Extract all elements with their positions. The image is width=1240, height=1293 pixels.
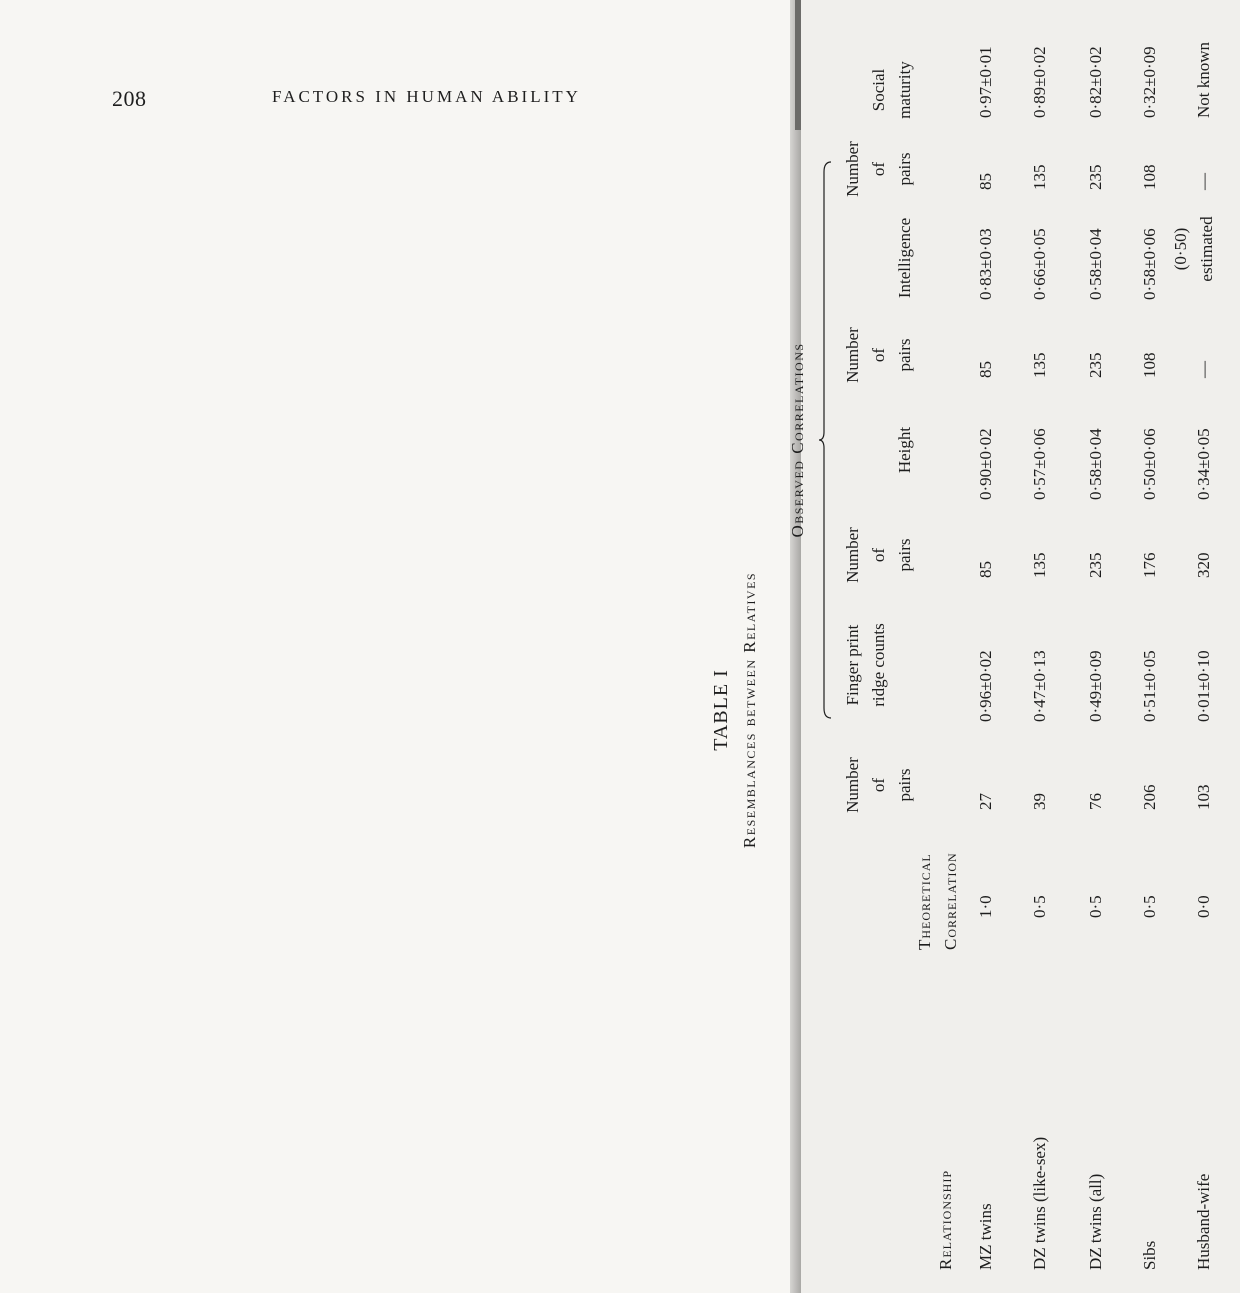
height-r-cell: 0·57±0·06 <box>1030 428 1049 500</box>
intelligence-r-cell: 0·66±0·05 <box>1030 228 1049 300</box>
intelligence-pairs-cell: 135 <box>1030 352 1049 378</box>
height-header: Height <box>895 426 914 474</box>
fingerprint-r-cell: 0·47±0·13 <box>1030 650 1049 722</box>
social-pairs-cell: 135 <box>1030 164 1049 190</box>
social-r-cell: 0·32±0·09 <box>1140 46 1159 118</box>
fingerprint-pairs-cell: 76 <box>1086 793 1105 810</box>
height-pairs-cell: 176 <box>1140 552 1159 578</box>
fingerprint-header: Finger print ridge counts <box>843 623 888 707</box>
social-header: Social maturity <box>869 61 914 119</box>
theoretical-cell: 0·5 <box>1140 895 1159 918</box>
fingerprint-r-cell: 0·96±0·02 <box>976 650 995 722</box>
fingerprint-r-cell: 0·49±0·09 <box>1086 650 1105 722</box>
relationship-cell: DZ twins (like-sex) <box>1030 1136 1049 1270</box>
height-r-cell: 0·58±0·04 <box>1086 428 1105 500</box>
table-label: TABLE I <box>710 669 732 751</box>
intelligence-r-cell: 0·58±0·04 <box>1086 228 1105 300</box>
height-r-cell: 0·34±0·05 <box>1194 428 1213 500</box>
height-pairs-header: Number of pairs <box>843 527 914 583</box>
intelligence-pairs-cell: 235 <box>1086 352 1105 378</box>
table-caption: Resemblances between Relatives <box>740 571 759 849</box>
relationship-cell: MZ twins <box>976 1203 995 1270</box>
fingerprint-pairs-cell: 103 <box>1194 784 1213 810</box>
relationship-cell: Husband-wife <box>1194 1173 1213 1270</box>
intelligence-pairs-cell: 108 <box>1140 352 1159 378</box>
running-head: FACTORS IN HUMAN ABILITY <box>272 87 581 106</box>
theoretical-cell: 0·5 <box>1030 895 1049 918</box>
fingerprint-r-cell: 0·01±0·10 <box>1194 650 1213 722</box>
social-pairs-cell: 108 <box>1140 164 1159 190</box>
theoretical-header: Theoretical Correlation <box>915 852 960 950</box>
theoretical-cell: 0·0 <box>1194 895 1213 918</box>
height-r-cell: 0·50±0·06 <box>1140 428 1159 500</box>
relationship-cell: DZ twins (all) <box>1086 1173 1105 1270</box>
relationship-cell: Sibs <box>1140 1240 1159 1270</box>
fingerprint-pairs-cell: 206 <box>1140 784 1159 810</box>
intelligence-header: Intelligence <box>895 217 914 299</box>
intelligence-pairs-cell: — <box>1194 361 1213 378</box>
page-edge-dark <box>795 0 801 130</box>
social-pairs-cell: 235 <box>1086 164 1105 190</box>
fingerprint-pairs-header: Number of pairs <box>843 757 914 813</box>
social-r-cell: Not known <box>1194 41 1213 118</box>
height-pairs-cell: 235 <box>1086 552 1105 578</box>
rotated-table <box>680 41 1240 1290</box>
height-pairs-cell: 320 <box>1194 552 1213 578</box>
observed-correlations-heading: Observed Correlations <box>788 342 807 538</box>
group-brace <box>818 160 832 720</box>
fingerprint-r-cell: 0·51±0·05 <box>1140 650 1159 722</box>
theoretical-cell: 0·5 <box>1086 895 1105 918</box>
page-number: 208 <box>112 86 147 111</box>
theoretical-cell: 1·0 <box>976 895 995 918</box>
height-pairs-cell: 135 <box>1030 552 1049 578</box>
social-r-cell: 0·97±0·01 <box>976 46 995 118</box>
intelligence-pairs-cell: 85 <box>976 361 995 378</box>
fingerprint-pairs-cell: 39 <box>1030 793 1049 810</box>
height-r-cell: 0·90±0·02 <box>976 428 995 500</box>
fingerprint-pairs-cell: 27 <box>976 793 995 810</box>
intelligence-r-cell: 0·58±0·06 <box>1140 228 1159 300</box>
intelligence-r-cell: (0·50) estimated <box>1171 216 1216 282</box>
intelligence-pairs-header: Number of pairs <box>843 327 914 383</box>
social-r-cell: 0·89±0·02 <box>1030 46 1049 118</box>
social-r-cell: 0·82±0·02 <box>1086 46 1105 118</box>
relationship-header: Relationship <box>936 1169 955 1270</box>
social-pairs-cell: — <box>1194 173 1213 190</box>
social-pairs-cell: 85 <box>976 173 995 190</box>
social-pairs-header: Number of pairs <box>843 141 914 197</box>
intelligence-r-cell: 0·83±0·03 <box>976 228 995 300</box>
height-pairs-cell: 85 <box>976 561 995 578</box>
